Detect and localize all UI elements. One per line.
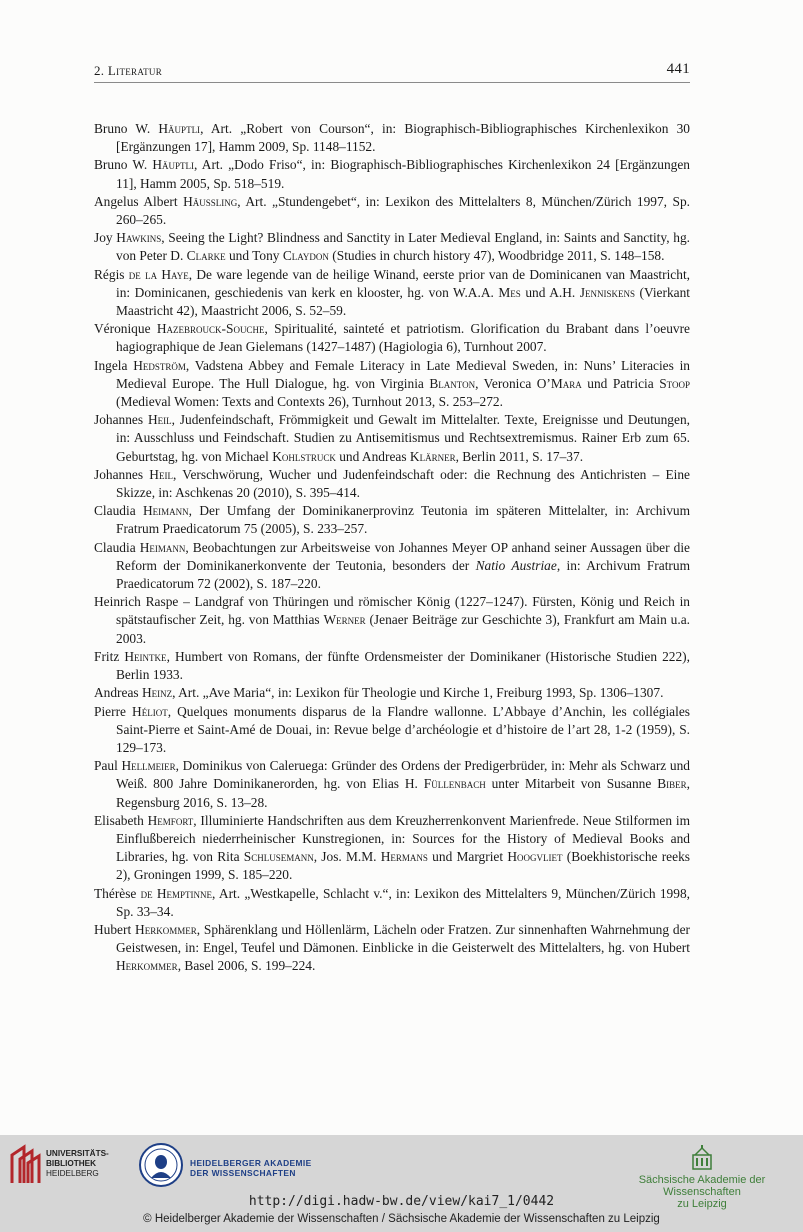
entry-text: , Art. „Stundengebet“, in: Lexikon des Mittelalters 8, München/Zürich 1997, Sp. 260–265.: [116, 193, 691, 228]
author-name: Heil: [149, 466, 173, 482]
author-name: Stoop: [659, 375, 690, 391]
author-name: Heimann: [142, 503, 189, 519]
author-name: Clarke: [186, 248, 226, 264]
entry-text: Elisabeth: [94, 812, 148, 828]
bibliography-entry: [94, 885, 690, 921]
bibliography-entry: [94, 502, 690, 538]
author-name: Mes: [498, 284, 521, 300]
bibliography-entry: [94, 411, 690, 466]
entry-text: , Quelques monuments disparus de la Flandre wallonne. L’Abbaye d’Anchin, les collégiales Saint-Pierre et Saint-Amé de Douai, in: Revue belge d’archéologie et d’histoire de l’art 28, 1-2 (1959), S. 129–173.: [116, 703, 691, 755]
bibliography-entry: [94, 156, 690, 192]
author-name: Heil: [147, 412, 172, 428]
bibliography-entry: [94, 120, 690, 156]
author-name: Hawkins: [116, 230, 162, 246]
entry-text: Paul: [94, 758, 122, 774]
entry-text: Claudia: [94, 503, 143, 519]
saxon-academy-logo[interactable]: [607, 1145, 797, 1210]
author-name: Schlusemann: [243, 849, 314, 865]
entry-text: Johannes: [94, 466, 150, 482]
entry-text: Heinrich Raspe – Landgraf von Thüringen und römischer König (1227–1247). Fürsten, König und Reich in spätstaufischer Zeit, hg. von Matthias: [94, 594, 690, 628]
bibliography-entry: [94, 320, 690, 356]
entry-text: Bruno W.: [94, 121, 159, 136]
author-name: Häuptli: [158, 121, 201, 136]
author-name: Heimann: [139, 539, 186, 555]
entry-text: Ingela: [94, 357, 134, 373]
bibliography-entry: [94, 593, 690, 648]
bibliography-entry: [94, 466, 690, 502]
hadw-line-2: DER WISSENSCHAFTEN: [190, 1168, 296, 1178]
entry-text: (Boekhistorische reeks 2), Groningen 1999, S. 185–220.: [116, 849, 690, 883]
entry-text: , Humbert von Romans, der fünfte Ordensmeister der Dominikaner (Historische Studien 222), Berlin 1933.: [116, 648, 690, 683]
entry-text: , Jos. M.M.: [313, 849, 381, 865]
ub-logo-icon: [8, 1143, 42, 1187]
author-name: Häussling: [183, 193, 238, 209]
entry-text: Andreas: [94, 685, 142, 701]
entry-text: , Art. „Westkapelle, Schlacht v.“, in: Lexikon des Mittelalters 9, München/Zürich 1998, Sp. 33–34.: [116, 885, 690, 919]
italic-term: Natio Austriae: [475, 557, 557, 573]
bibliography-entry: [94, 193, 690, 229]
ub-heidelberg-logo[interactable]: [8, 1143, 128, 1187]
page-number: 441: [666, 61, 690, 77]
entry-text: , Regensburg 2016, S. 13–28.: [116, 776, 690, 810]
entry-text: , Art. „Dodo Friso“, in: Biographisch-Bibliographisches Kirchenlexikon 24 [Ergänzungen 11], Hamm 2005, Sp. 518–519.: [116, 157, 690, 191]
entry-text: (Jenaer Beiträge zur Geschichte 3), Frankfurt am Main u.a. 2003.: [116, 612, 690, 646]
entry-text: Angelus Albert: [94, 193, 184, 209]
entry-text: , in: Archivum Fratrum Praedicatorum 72 (2002), S. 187–220.: [116, 557, 690, 592]
ub-line-1: UNIVERSITÄTS-: [46, 1149, 109, 1158]
entry-text: Véronique: [94, 321, 157, 337]
entry-text: und Tony: [225, 248, 283, 264]
entry-text: , De ware legende van de heilige Winand, eerste prior van de Dominicanen van Maastricht, in: Dominicanen, geschiedenis van kerk en klooster, hg. von W.A.A.: [116, 266, 691, 300]
entry-text: , Art. „Robert von Courson“, in: Biographisch-Bibliographisches Kirchenlexikon 30 [Ergänzungen 17], Hamm 2009, Sp. 1148–1152.: [116, 121, 690, 155]
bibliography-entry: [94, 357, 690, 412]
entry-text: Fritz: [94, 648, 125, 664]
entry-text: Johannes: [94, 412, 148, 428]
author-name: Heinz: [141, 685, 173, 701]
entry-text: unter Mitarbeit von Susanne: [485, 776, 658, 792]
author-name: Hazebrouck-Souche: [156, 321, 265, 337]
author-name: Hoogvliet: [507, 849, 563, 865]
entry-text: , Vadstena Abbey and Female Literacy in Late Medieval Sweden, in: Nuns’ Literacies in Medieval Europe. The Hull Dialogue, hg. von Virginia: [116, 357, 690, 391]
source-url-link[interactable]: http://digi.hadw-bw.de/view/kai7_1/0442: [248, 1194, 555, 1209]
saxon-academy-emblem-icon: [691, 1145, 713, 1171]
ub-line-3: HEIDELBERG: [46, 1169, 99, 1178]
bibliography-entry: [94, 539, 690, 594]
author-name: Jenniskens: [579, 284, 635, 300]
entry-text: , Dominikus von Caleruega: Gründer des Ordens der Predigerbrüder, in: Mehr als Schwarz und Weiß. 800 Jahre Dominikanerorden, hg. von Elias H.: [116, 758, 690, 792]
author-name: Häuptli: [152, 157, 195, 173]
author-name: Kohlstruck: [272, 448, 336, 464]
author-name: de Hemptinne: [140, 885, 213, 901]
hadw-logo[interactable]: [138, 1142, 338, 1192]
entry-text: und A.H.: [520, 284, 580, 300]
copyright-notice: © Heidelberger Akademie der Wissenschaften / Sächsische Akademie der Wissenschaften zu Leipzig: [143, 1213, 660, 1225]
entry-text: , Spiritualité, sainteté et patriotism. Glorification du Brabant dans l’oeuvre hagiographique de Jean Gielemans (1427–1487) (Hagiologia 6), Turnhout 2007.: [116, 321, 690, 355]
ub-logo-text: [46, 1149, 109, 1179]
bibliography-entry: [94, 757, 690, 812]
author-name: Hermans: [380, 849, 428, 865]
running-head: [94, 62, 690, 83]
hadw-logo-text: [190, 1158, 312, 1178]
entry-text: , Der Umfang der Dominikanerprovinz Teutonia im späteren Mittelalter, in: Archivum Fratrum Praedicatorum 75 (2005), S. 233–257.: [116, 503, 691, 537]
author-name: Herkommer: [116, 958, 178, 974]
bibliography-entry: [94, 921, 690, 976]
author-name: Mara: [550, 375, 582, 391]
entry-text: Claudia: [94, 539, 140, 555]
author-name: Biber: [657, 776, 687, 792]
entry-text: Pierre: [94, 703, 133, 719]
entry-text: , Illuminierte Handschriften aus dem Kreuzherrenkonvent Marienfrede. Neue Stilformen im Einflußbereich niederrheinischer Kunstregionen, in: Sources for the History of Medieval Books and Libraries, hg. von Rita: [116, 812, 690, 865]
saxon-line-2: zu Leipzig: [677, 1198, 727, 1210]
entry-text: Bruno W.: [94, 157, 153, 173]
bibliography-entry: [94, 684, 690, 702]
author-name: Hedström: [133, 357, 186, 373]
entry-text: , Sphärenklang und Höllenlärm, Lächeln oder Fratzen. Zur sinnenhaften Wahrnehmung der Geistwesen, in: Engel, Teufel und Dämonen. Einblicke in die Geisterwelt des Mittelalters, hg. von Hubert: [116, 921, 690, 956]
entry-text: (Medieval Women: Texts and Contexts 26), Turnhout 2013, S. 253–272.: [116, 394, 503, 410]
author-name: Hellmeier: [121, 758, 176, 774]
footer-bar: [0, 1135, 803, 1232]
author-name: Heintke: [124, 648, 167, 664]
author-name: Werner: [323, 612, 366, 628]
bibliography-entry: [94, 266, 690, 321]
hadw-line-1: HEIDELBERGER AKADEMIE: [190, 1158, 312, 1168]
entry-text: , Basel 2006, S. 199–224.: [177, 958, 316, 974]
academy-seal-icon: [138, 1142, 184, 1188]
bibliography-entry: [94, 648, 690, 684]
entry-text: , Judenfeindschaft, Frömmigkeit und Gewalt im Mittelalter. Texte, Ereignisse und Deutungen, in: Ausschluss und Feindschaft. Studien zu Antisemitismus und Rechtsextremismus. Rainer Erb zum 65. Geburtstag, hg. von Michael: [116, 412, 690, 464]
author-name: Herkommer: [135, 921, 197, 937]
entry-text: Hubert: [94, 921, 136, 937]
entry-text: , Beobachtungen zur Arbeitsweise von Johannes Meyer OP anhand seiner Aussagen über die Reform der Dominikanerkonvente der Teutonia, besonders der: [116, 539, 690, 573]
entry-text: Thérèse: [94, 885, 141, 901]
entry-text: (Vierkant Maastricht 42), Maastricht 2006, S. 52–59.: [116, 284, 690, 319]
author-name: Klärner: [409, 448, 456, 464]
entry-text: , Seeing the Light? Blindness and Sanctity in Later Medieval England, in: Saints and Sanctity, hg. von Peter D.: [116, 230, 690, 264]
bibliography-entry: [94, 812, 690, 885]
entry-text: und Patricia: [581, 375, 660, 391]
entry-text: Régis: [94, 266, 129, 282]
entry-text: , Veronica O’: [475, 375, 551, 391]
bibliography-entry: [94, 703, 690, 758]
entry-text: und Andreas: [335, 448, 410, 464]
entry-text: und Margriet: [427, 849, 508, 865]
entry-text: , Art. „Ave Maria“, in: Lexikon für Theologie und Kirche 1, Freiburg 1993, Sp. 1306–1307.: [172, 685, 664, 701]
author-name: Claydon: [282, 248, 329, 264]
ub-line-2: BIBLIOTHEK: [46, 1159, 97, 1168]
entry-text: , Verschwörung, Wucher und Judenfeindschaft oder: die Rechnung des Antichristen – Eine Skizze, in: Aschkenas 20 (2010), S. 395–414.: [116, 466, 690, 501]
entry-text: (Studies in church history 47), Woodbridge 2011, S. 148–158.: [328, 248, 665, 264]
bibliography-list: [94, 120, 690, 976]
author-name: Füllenbach: [423, 776, 486, 792]
author-name: Héliot: [132, 703, 168, 719]
bibliography-entry: [94, 229, 690, 265]
entry-text: Joy: [94, 230, 117, 246]
author-name: Hemfort: [147, 812, 194, 828]
section-title: 2. Literatur: [94, 63, 163, 78]
entry-text: , Berlin 2011, S. 17–37.: [455, 448, 584, 464]
author-name: Blanton: [429, 375, 476, 391]
saxon-line-1: Sächsische Akademie der Wissenschaften: [638, 1174, 766, 1198]
author-name: de la Haye: [128, 266, 189, 282]
